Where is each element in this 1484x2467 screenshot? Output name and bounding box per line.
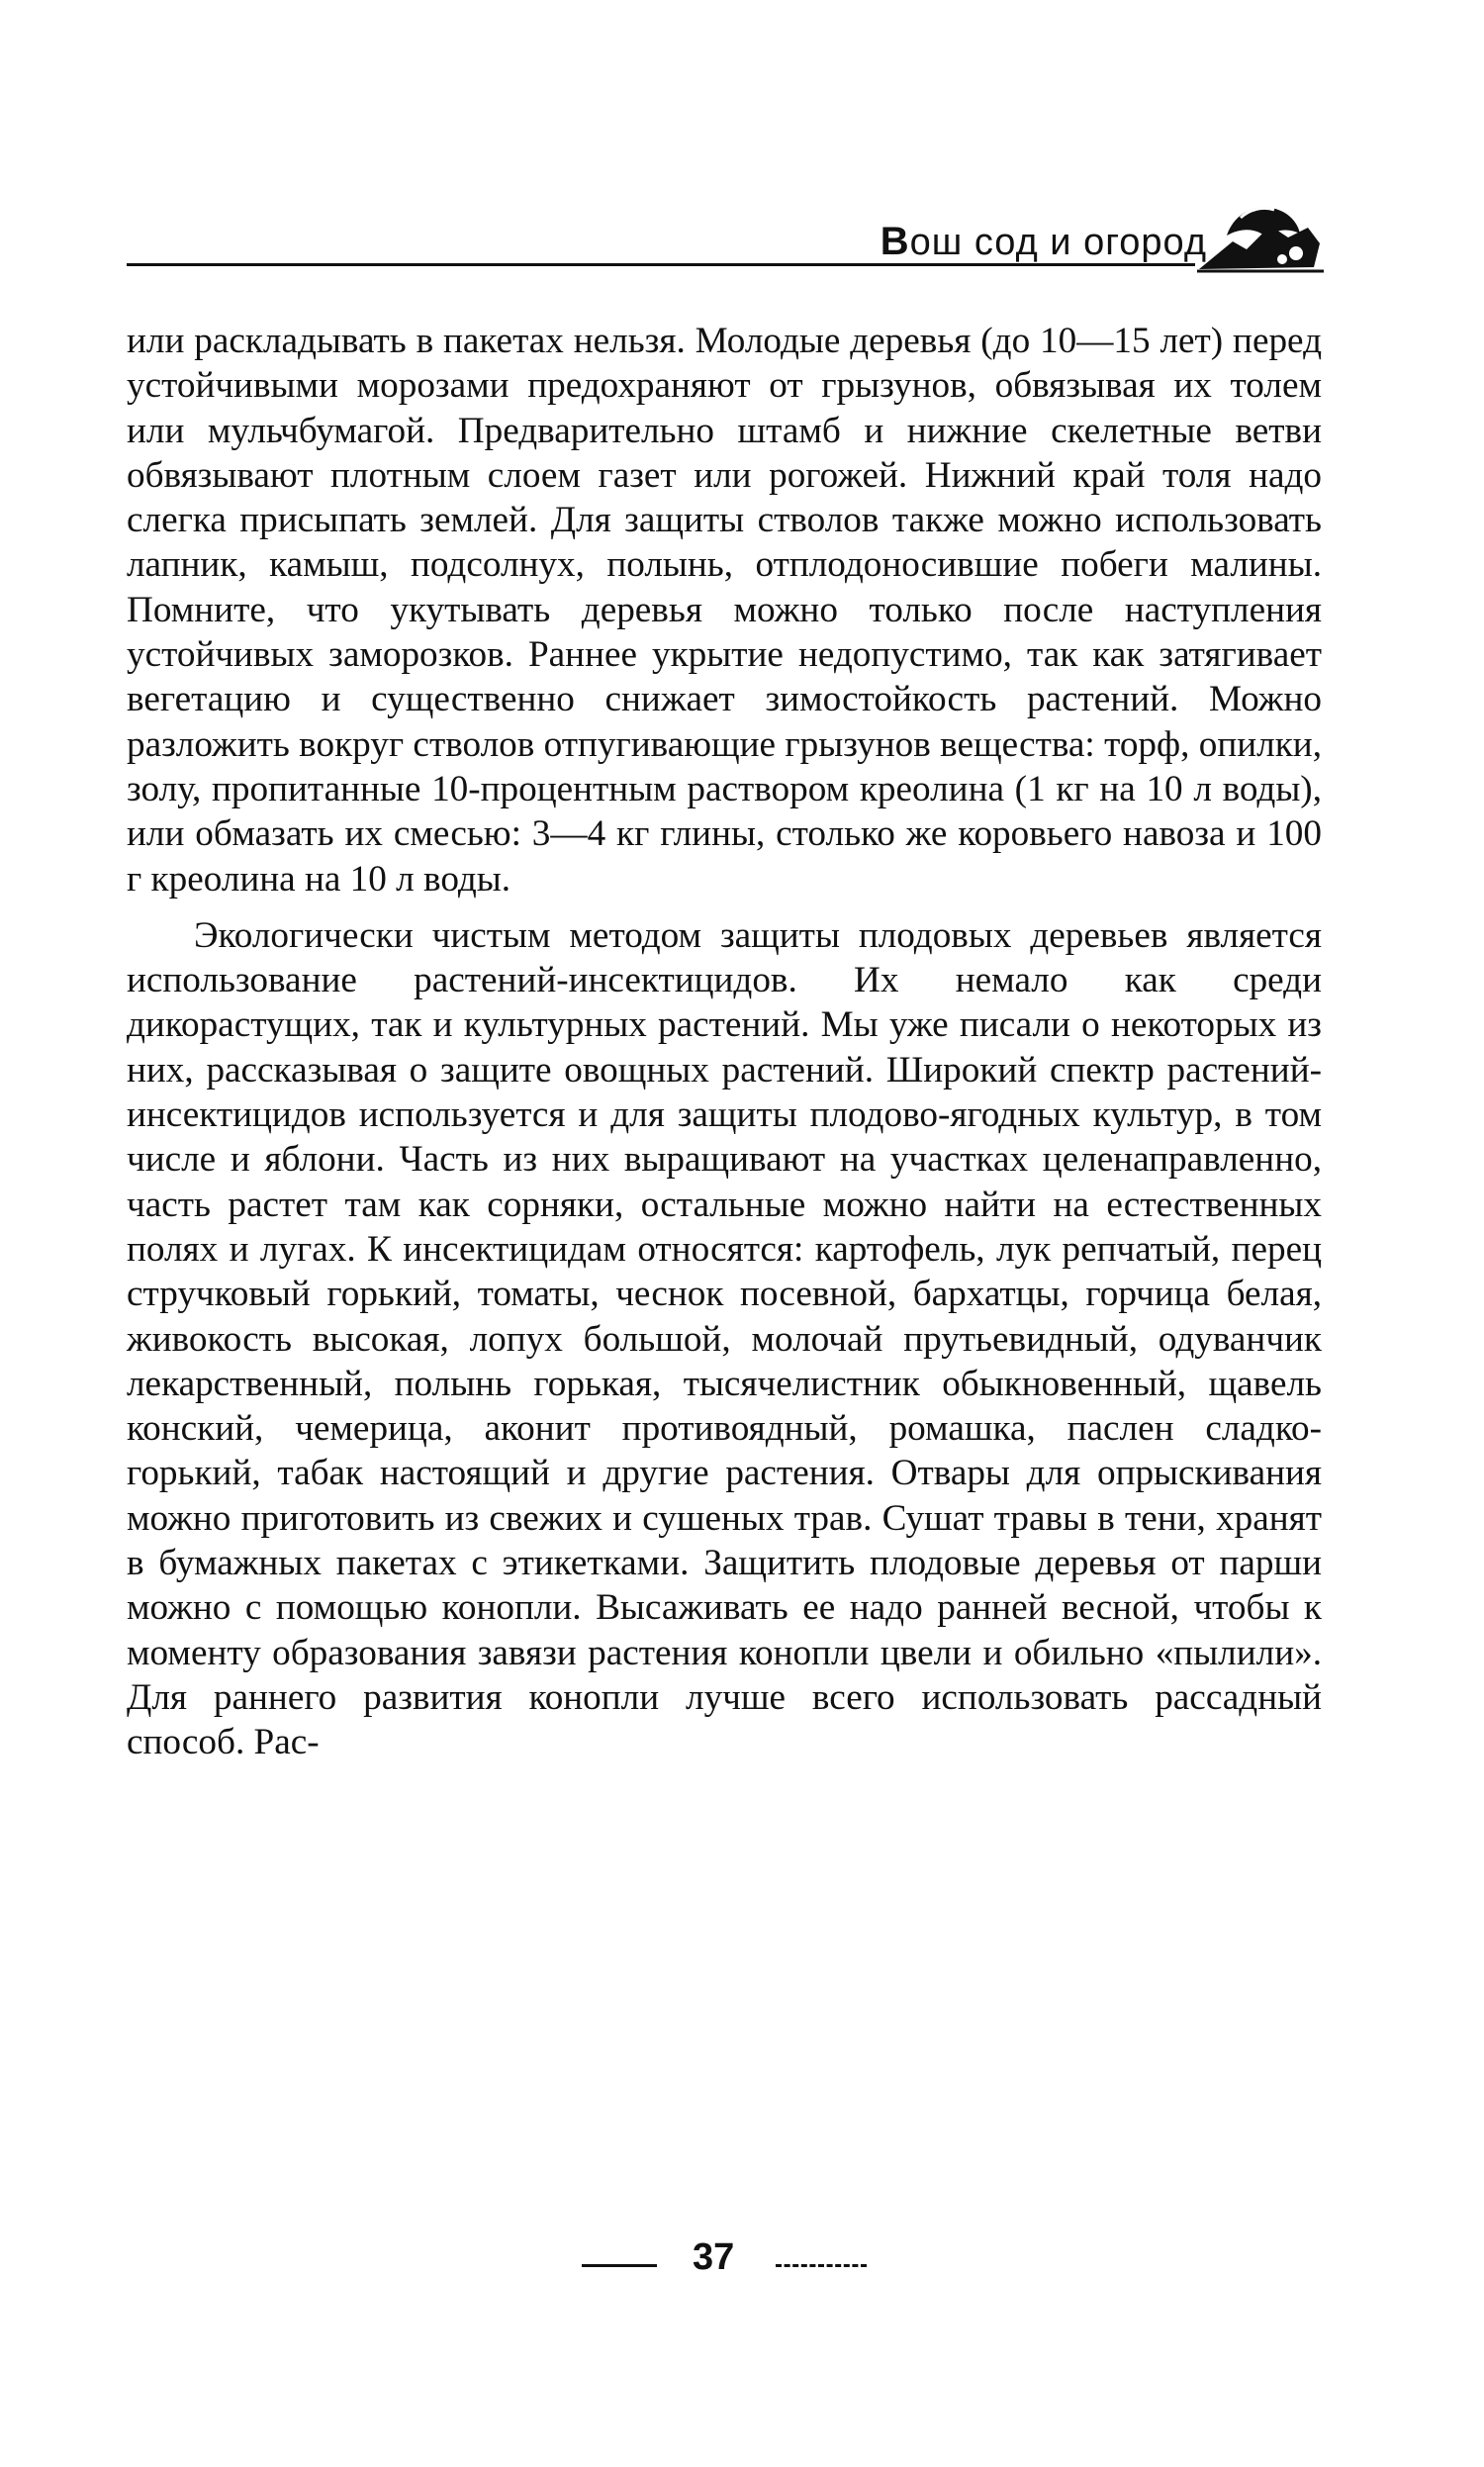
header-title-text: ош сод и огород [909,222,1207,263]
footer-rule-left [582,2264,657,2267]
footer-rule-right [776,2264,867,2267]
running-header [127,198,1324,267]
page-body-text [127,319,1322,1765]
header-rule [127,263,1195,266]
header-initial-letter: В [880,220,910,263]
paragraph-2: Экологически чистым методом защиты плодовых деревьев является использование растений-инсектицидов. Их немало как среди дикорастущих, так и культурных растений. Мы уже писали о некоторых из них, рассказывая о защите овощных растений. Широкий спектр растений-инсектицидов используется и для защиты плодово-ягодных культур, в том числе и яблони. Часть из них выращивают на участках целенаправленно, часть растет там как сорняки, остальные можно найти на естественных полях и лугах. К инсектицидам относятся: картофель, лук репчатый, перец стручковый горький, томаты, чеснок посевной, бархатцы, горчица белая, живокость высокая, лопух большой, молочай прутьевидный, одуванчик лекарственный, полынь горькая, тысячелистник обыкновенный, щавель конский, чемерица, аконит противоядный, ромашка, паслен сладко-горький, табак настоящий и другие растения. Отвары для опрыскивания можно приготовить из свежих и сушеных трав. Сушат травы в тени, хранят в бумажных пакетах с этикетками. Защитить плодовые деревья от парши можно с помощью конопли. Высаживать ее надо ранней весной, чтобы к моменту образования завязи растения конопли цвели и обильно «пылили». Для раннего развития конопли лучше всего использовать рассадный способ. Рас- [127,914,1322,1763]
paragraph-1: или раскладывать в пакетах нельзя. Молодые деревья (до 10—15 лет) перед устойчивыми морозами предохраняют от грызунов, обвязывая их толем или мульчбумагой. Предварительно штамб и нижние скелетные ветви обвязывают плотным слоем газет или рогожей. Нижний край толя надо слегка присыпать землей. Для защиты стволов также можно использовать лапник, камыш, подсолнух, полынь, отплодоносившие побеги малины. Помните, что укутывать деревья можно только после наступления устойчивых заморозков. Раннее укрытие недопустимо, так как затягивает вегетацию и существенно снижает зимостойкость растений. Можно разложить вокруг стволов отпугивающие грызунов вещества: торф, опилки, золу, пропитанные 10-процентным раствором креолина (1 кг на 10 л воды), или обмазать их смесью: 3—4 кг глины, столько же коровьего навоза и 100 г креолина на 10 л воды. [127,321,1322,900]
garden-vignette-icon [1197,198,1324,273]
running-header-title [881,220,1207,264]
page-number: 37 [693,2236,735,2278]
page-footer [0,2236,1484,2296]
